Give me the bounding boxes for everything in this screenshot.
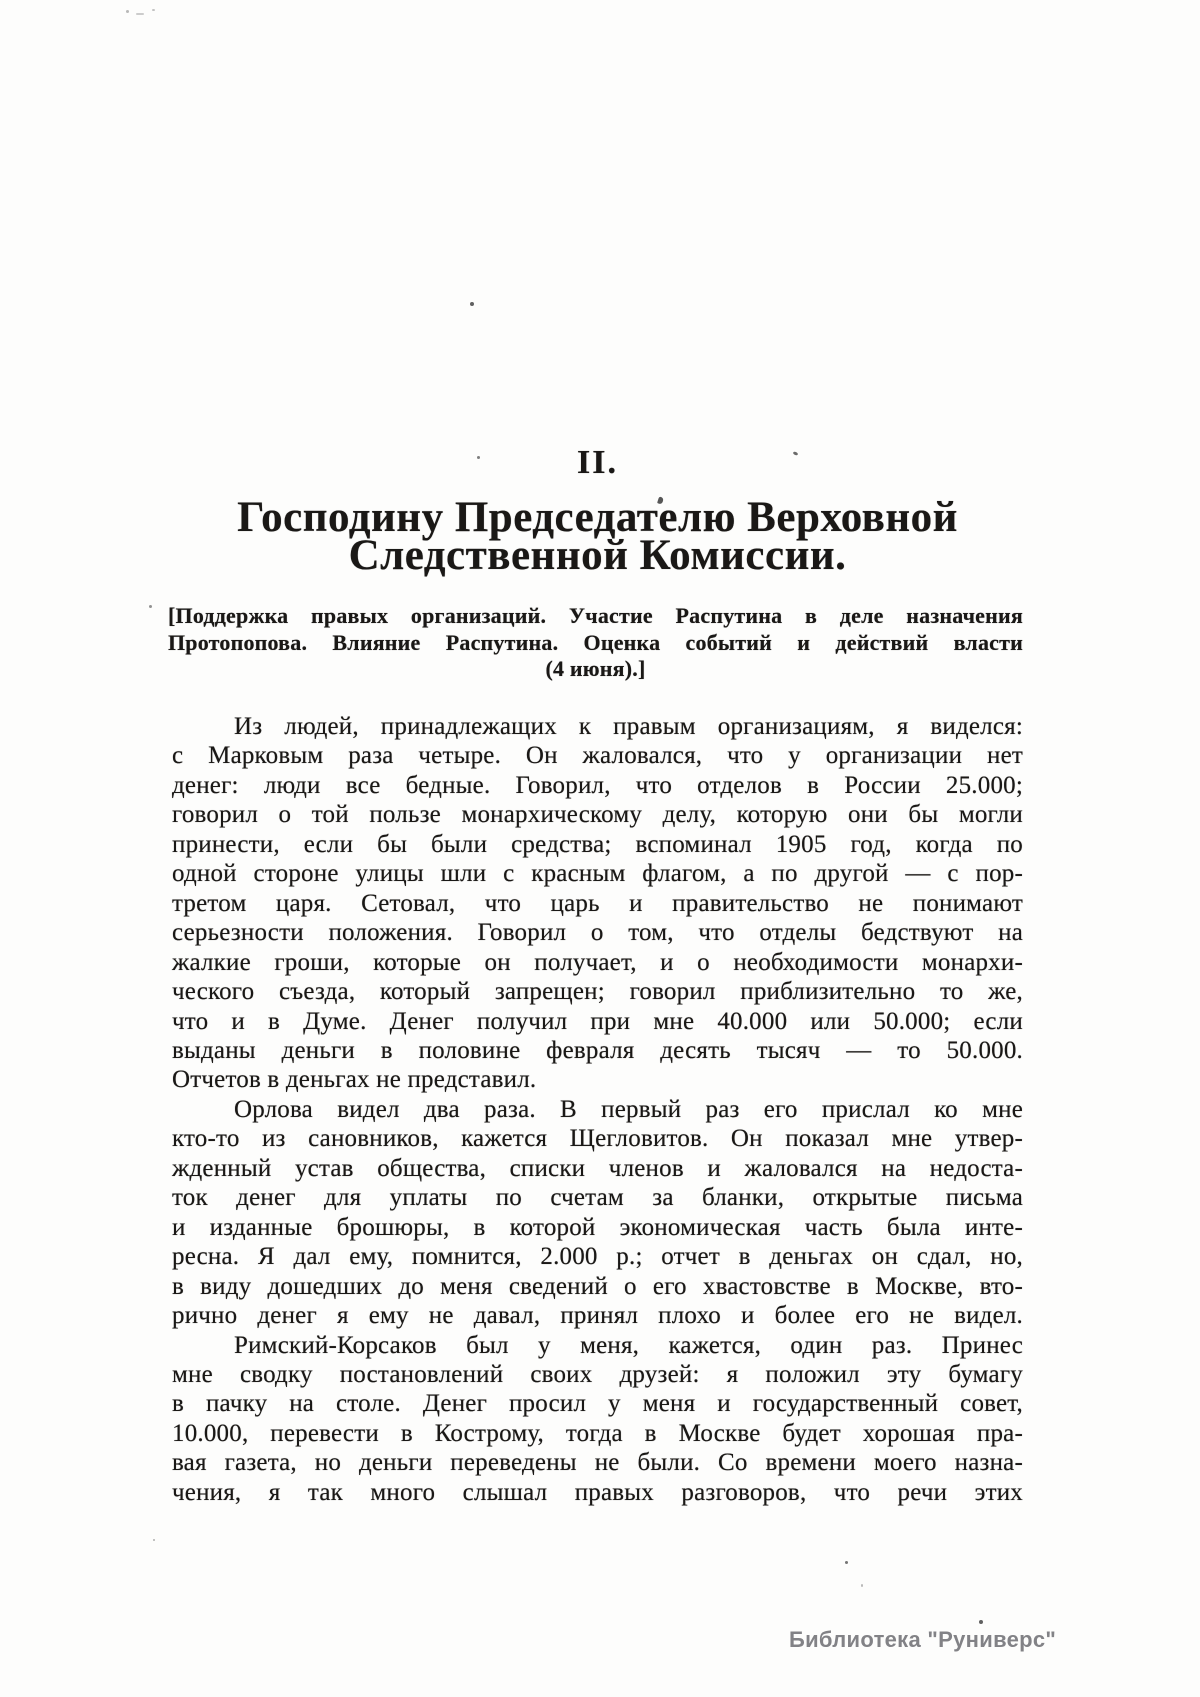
text-line: ческого съезда, который запрещен; говорил приблизительно то же, bbox=[172, 978, 1023, 1006]
scan-speck bbox=[126, 10, 129, 13]
text-line: выданы деньги в половине февраля десять тысяч — то 50.000. bbox=[172, 1036, 1023, 1064]
text-line: ресна. Я дал ему, помнится, 2.000 р.; отчет в деньгах он сдал, но, bbox=[172, 1243, 1023, 1271]
body-text bbox=[172, 712, 1023, 1507]
text-line: Орлова видел два раза. В первый раз его прислал ко мне bbox=[234, 1095, 1023, 1123]
text-line: с Марковым раза четыре. Он жаловался, что у организации нет bbox=[172, 742, 1023, 770]
text-line: жденный устав общества, списки членов и жаловался на недоста- bbox=[172, 1154, 1023, 1182]
page-title-line-2: Следственной Комиссии. bbox=[348, 532, 847, 579]
summary-line: Протопопова. Влияние Распутина. Оценка событий и действий власти bbox=[168, 629, 1023, 655]
scan-speck bbox=[861, 1584, 863, 1587]
text-line: и изданные брошюры, в которой экономическая часть была инте- bbox=[172, 1213, 1023, 1241]
text-line: что и в Думе. Денег получил при мне 40.000 или 50.000; если bbox=[172, 1007, 1023, 1035]
text-line: денег: люди все бедные. Говорил, что отделов в России 25.000; bbox=[172, 771, 1023, 799]
text-line: в виду дошедших до меня сведений о его хвастовстве в Москве, вто- bbox=[172, 1272, 1023, 1300]
scan-speck bbox=[470, 302, 474, 306]
scan-speck bbox=[979, 1620, 983, 1624]
text-line: чения, я так много слышал правых разговоров, что речи этих bbox=[172, 1478, 1023, 1506]
text-line: кто-то из сановников, кажется Щегловитов. Он показал мне утвер- bbox=[172, 1125, 1023, 1153]
library-watermark: Библиотека "Руниверс" bbox=[789, 1627, 1057, 1652]
text-line: Римский-Корсаков был у меня, кажется, один раз. Принес bbox=[234, 1331, 1023, 1359]
scan-speck bbox=[149, 605, 152, 608]
text-line: мне сводку постановлений своих друзей: я положил эту бумагу bbox=[172, 1360, 1023, 1388]
text-line: в пачку на столе. Денег просил у меня и государственный совет, bbox=[172, 1390, 1023, 1418]
scan-speck bbox=[845, 1561, 848, 1564]
text-line: 10.000, перевести в Кострому, тогда в Москве будет хорошая пра- bbox=[172, 1419, 1023, 1447]
text-line: принести, если бы были средства; вспоминал 1905 год, когда по bbox=[172, 830, 1023, 858]
scan-speck bbox=[136, 13, 144, 15]
paragraph bbox=[172, 1095, 1023, 1331]
summary-line: (4 июня).] bbox=[545, 656, 646, 681]
text-line: говорил о той пользе монархическому делу, которую они бы могли bbox=[172, 801, 1023, 829]
page-title bbox=[172, 494, 1023, 579]
text-line: одной стороне улицы шли с красным флагом, а по другой — с пор- bbox=[172, 860, 1023, 888]
text-line: рично денег я ему не давал, принял плохо и более его не видел. bbox=[172, 1302, 1023, 1330]
text-line: третом царя. Сетовал, что царь и правительство не понимают bbox=[172, 889, 1023, 917]
text-line: Отчетов в деньгах не представил. bbox=[172, 1066, 537, 1094]
summary-abstract bbox=[168, 603, 1023, 683]
paragraph bbox=[172, 712, 1023, 1095]
paragraph bbox=[172, 1331, 1023, 1508]
text-line: Из людей, принадлежащих к правым организациям, я виделся: bbox=[234, 713, 1023, 740]
text-line: жалкие гроши, которые он получает, и о необходимости монархи- bbox=[172, 948, 1023, 976]
section-number: II. bbox=[577, 444, 618, 481]
page-title-line-1: Господину Председателю Верховной bbox=[237, 494, 958, 541]
summary-line: [Поддержка правых организаций. Участие Распутина в деле назначения bbox=[168, 603, 1023, 628]
scan-speck bbox=[152, 9, 155, 11]
scan-speck bbox=[153, 1539, 155, 1541]
text-line: серьезности положения. Говорил о том, что отделы бедствуют на bbox=[172, 919, 1023, 947]
text-line: ток денег для уплаты по счетам за бланки, открытые письма bbox=[172, 1184, 1023, 1212]
text-line: вая газета, но деньги переведены не были. Со времени моего назна- bbox=[172, 1449, 1023, 1477]
